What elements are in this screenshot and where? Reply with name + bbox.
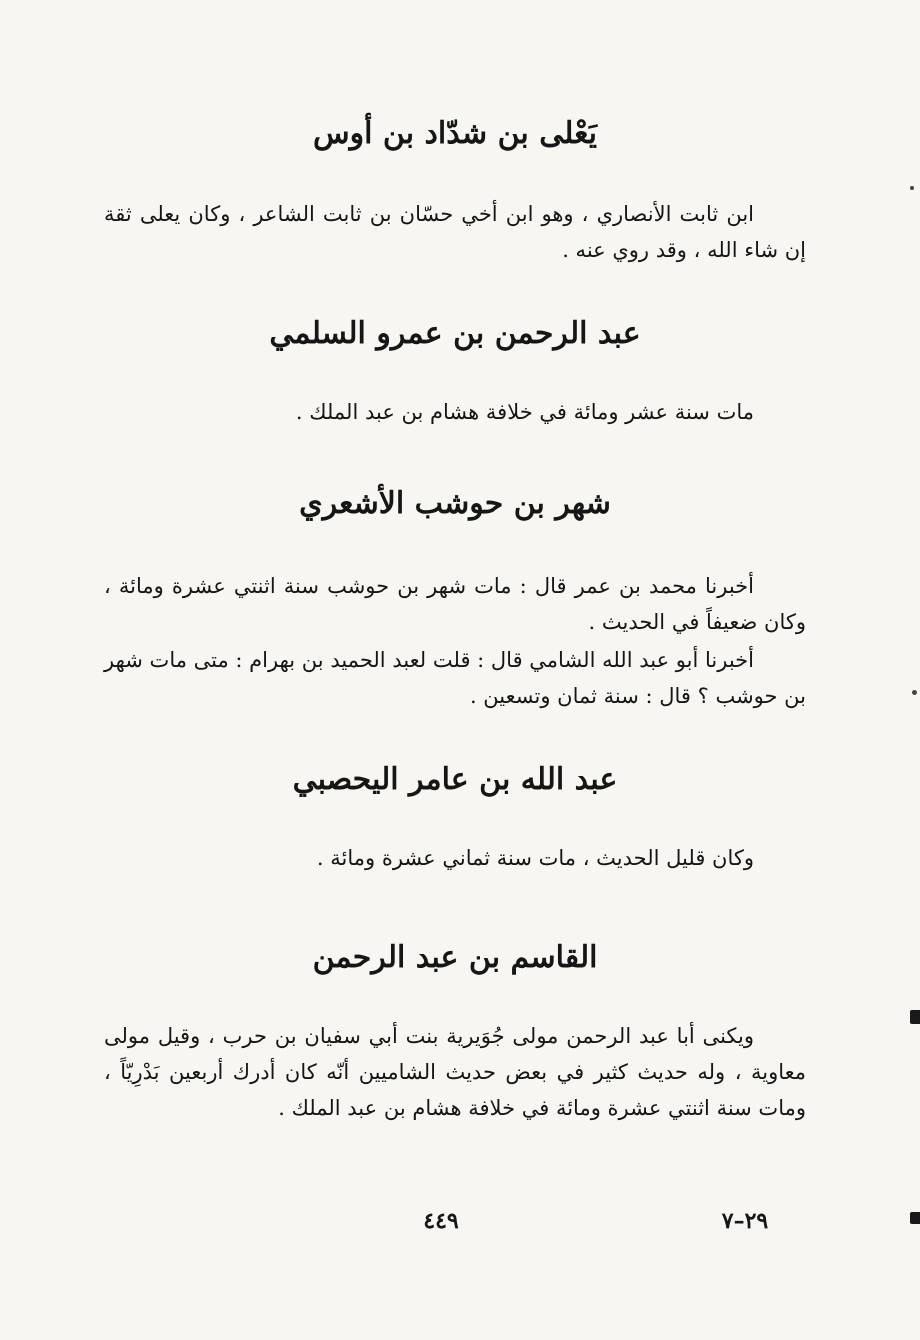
entry-abd-allah-ibn-amir [104, 758, 806, 876]
page-footer [0, 1208, 920, 1244]
entry-shahr-ibn-hawshab [104, 482, 806, 714]
entry-title: القاسم بن عبد الرحمن [312, 940, 598, 975]
entry-al-qasim-ibn-abd-al-rahman [104, 936, 806, 1126]
entry-paragraph: أخبرنا محمد بن عمر قال : مات شهر بن حوشب سنة اثنتي عشرة ومائة ، وكان ضعيفاً في الحديث . [104, 574, 806, 634]
page-content [104, 112, 806, 1126]
entry-yala-ibn-shaddad [104, 112, 806, 268]
entry-paragraph: ابن ثابت الأنصاري ، وهو ابن أخي حسّان بن ثابت الشاعر ، وكان يعلى ثقة إن شاء الله ، وقد روي عنه . [104, 202, 806, 262]
scan-edge-mark [910, 1212, 920, 1224]
entry-paragraph: ويكنى أبا عبد الرحمن مولى جُوَيرية بنت أبي سفيان بن حرب ، وقيل مولى معاوية ، وله حديث كثير في بعض حديث الشاميين أنّه كان أدرك أربعين بَدْرِيّاً ، ومات سنة اثنتي عشرة ومائة في خلافة هشام بن عبد الملك . [104, 1024, 806, 1120]
scan-speck [910, 186, 914, 190]
entry-abd-al-rahman-ibn-amr [104, 312, 806, 430]
page-number: ٤٤٩ [423, 1208, 459, 1234]
entry-title: عبد الرحمن بن عمرو السلمي [269, 316, 641, 351]
entry-paragraph: وكان قليل الحديث ، مات سنة ثماني عشرة ومائة . [316, 846, 754, 870]
entry-paragraph: أخبرنا أبو عبد الله الشامي قال : قلت لعبد الحميد بن بهرام : متى مات شهر بن حوشب ؟ قال : سنة ثمان وتسعين . [104, 648, 806, 708]
entry-title: يَعْلى بن شدّاد بن أوس [313, 116, 597, 151]
entry-title: شهر بن حوشب الأشعري [299, 486, 611, 521]
printer-signature-mark: ٢٩–٧ [721, 1208, 769, 1234]
entry-paragraph: مات سنة عشر ومائة في خلافة هشام بن عبد الملك . [295, 400, 754, 424]
scan-edge-mark [910, 1010, 920, 1024]
scan-speck [912, 690, 917, 695]
entry-title: عبد الله بن عامر اليحصبي [292, 762, 618, 797]
